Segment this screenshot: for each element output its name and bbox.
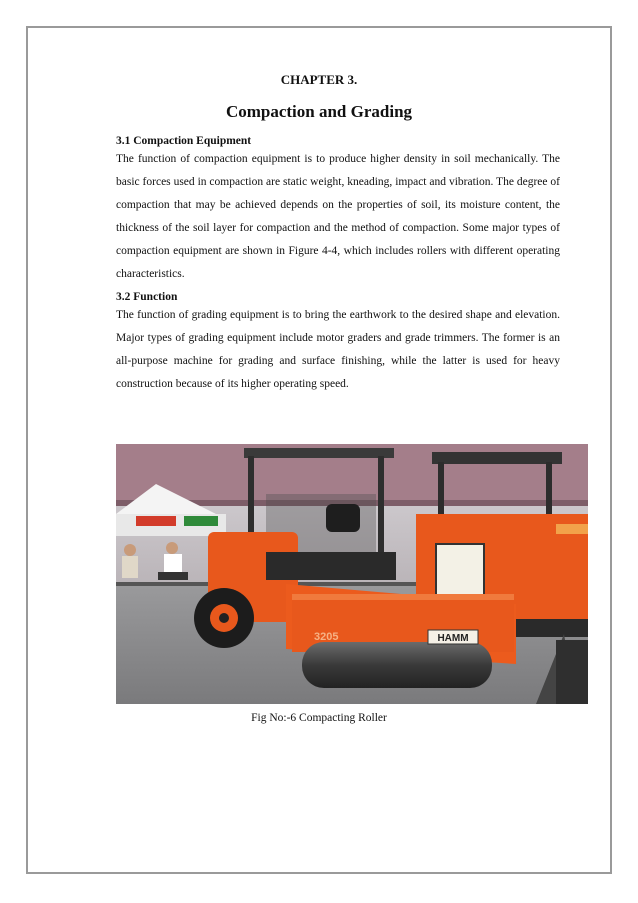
section-paragraph-function: The function of grading equipment is to bring the earthwork to the desired shape and elevation. Major types of grading equipment include motor graders and grade trimmers. The former is an all-purpose machine for grading and surface finishing, while the latter is used for heavy construction because of its higher operating speed. [116, 309, 560, 390]
brand-text: HAMM [437, 633, 469, 644]
chapter-label: CHAPTER 3. [280, 72, 358, 87]
model-text: 3205 [314, 631, 339, 643]
compacting-roller-photo [116, 444, 588, 704]
figure-caption: Fig No:-6 Compacting Roller [251, 712, 387, 724]
section-heading-function: 3.2 Function [116, 291, 178, 303]
chapter-title: Compaction and Grading [225, 102, 413, 121]
section-heading-compaction: 3.1 Compaction Equipment [116, 135, 252, 147]
section-paragraph-compaction: The function of compaction equipment is to produce higher density in soil mechanically. The basic forces used in compaction are static weight, kneading, impact and vibration. The degree of compaction that may be achieved depends on the properties of soil, its moisture content, the thickness of the soil layer for compaction and the method of compaction. Some major types of compaction equipment are shown in Figure 4-4, which includes rollers with different operating characteristics. [116, 153, 560, 280]
